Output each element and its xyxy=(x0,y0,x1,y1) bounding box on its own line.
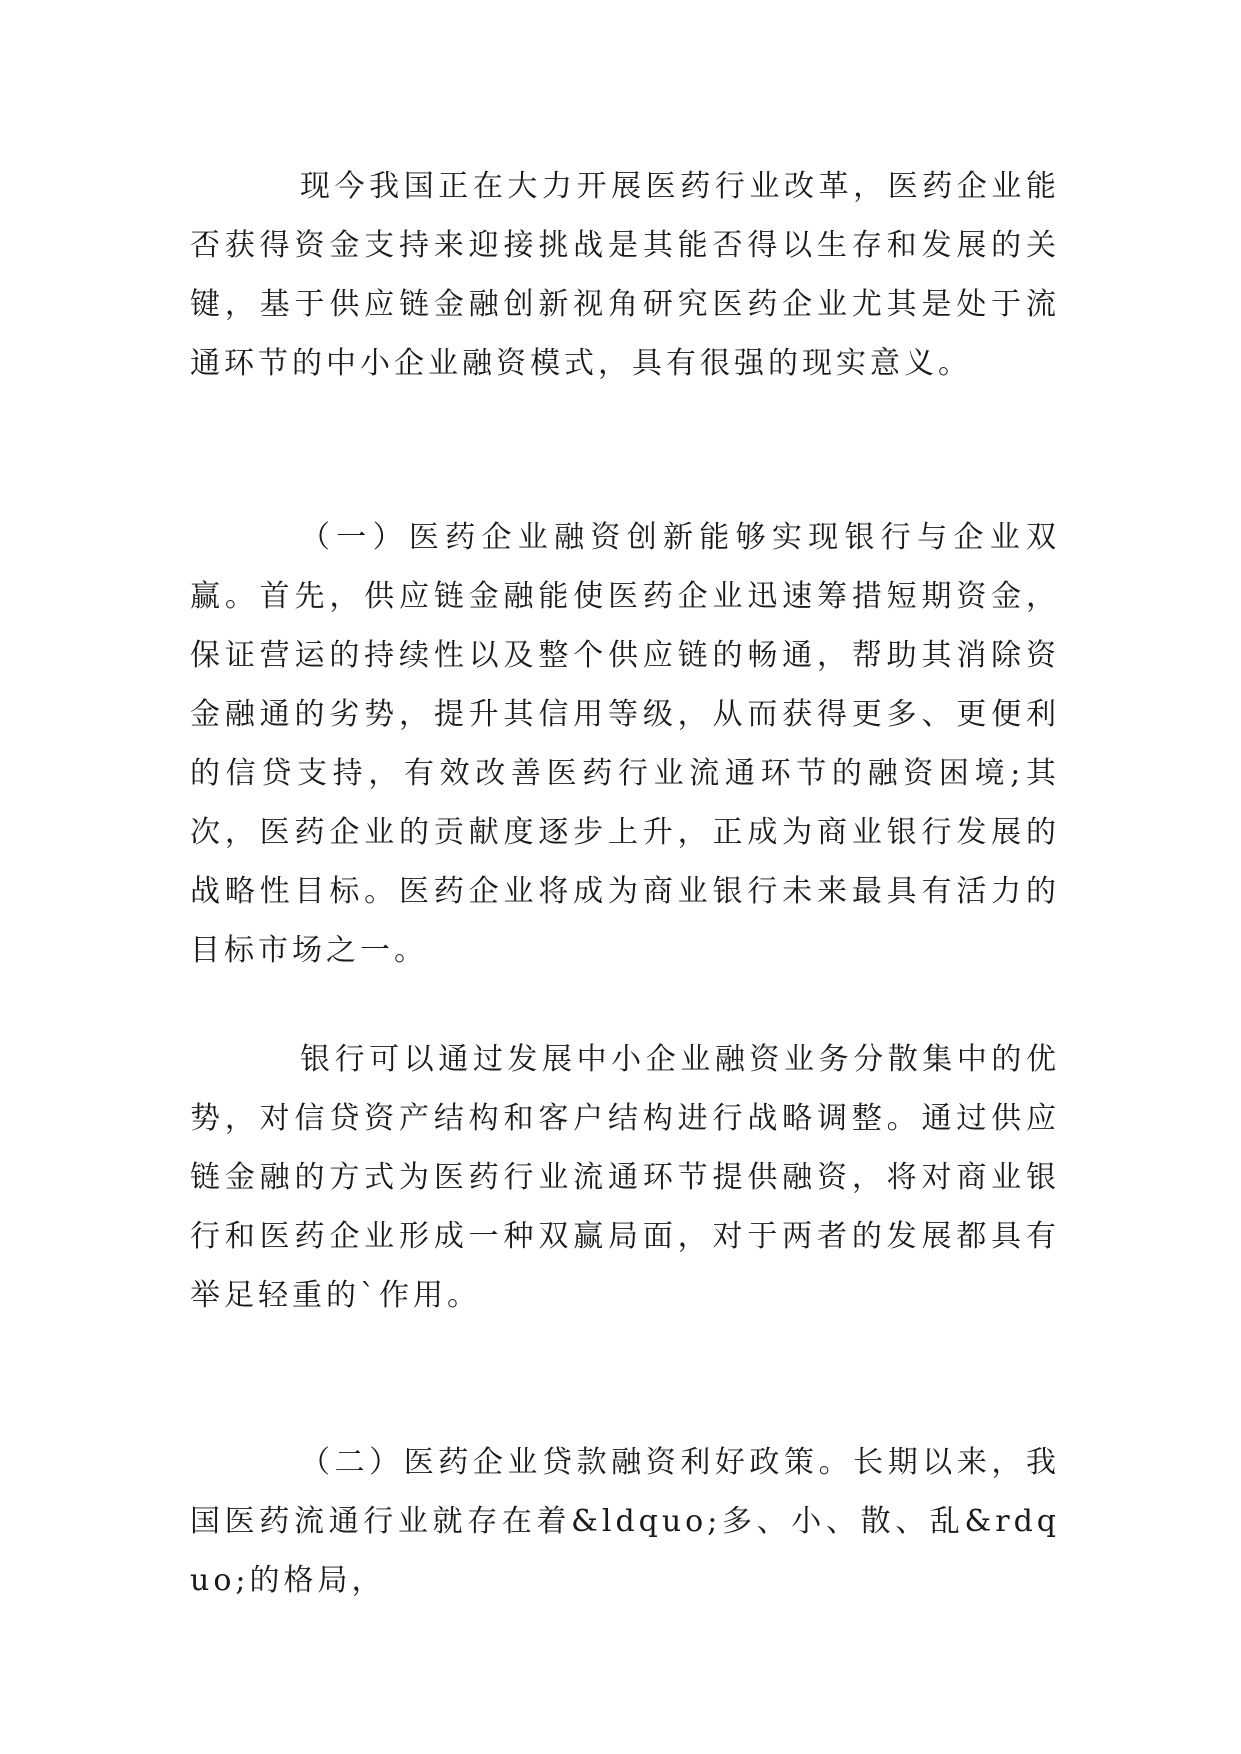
paragraph-bank-strategy: 银行可以通过发展中小企业融资业务分散集中的优势，对信贷资产结构和客户结构进行战略调整。通过供应链金融的方式为医药行业流通环节提供融资，将对商业银行和医药企业形成一种双赢局面，对于两者的发展都具有举足轻重的`作用。 xyxy=(190,1042,1060,1313)
paragraph-loan-policy: （二）医药企业贷款融资利好政策。长期以来，我国医药流通行业就存在着&ldquo;多、小、散、乱&rdquo;的格局， xyxy=(190,1445,1060,1598)
paragraph-reform-background: 现今我国正在大力开展医药行业改革，医药企业能否获得资金支持来迎接挑战是其能否得以生存和发展的关键，基于供应链金融创新视角研究医药企业尤其是处于流通环节的中小企业融资模式，具有很强的现实意义。 xyxy=(190,169,1060,381)
paragraph-win-win-financing: （一）医药企业融资创新能够实现银行与企业双赢。首先，供应链金融能使医药企业迅速筹措短期资金，保证营运的持续性以及整个供应链的畅通，帮助其消除资金融通的劣势，提升其信用等级，从而获得更多、更便利的信贷支持，有效改善医药行业流通环节的融资困境;其次，医药企业的贡献度逐步上升，正成为商业银行发展的战略性目标。医药企业将成为商业银行未来最具有活力的目标市场之一。 xyxy=(190,520,1060,968)
